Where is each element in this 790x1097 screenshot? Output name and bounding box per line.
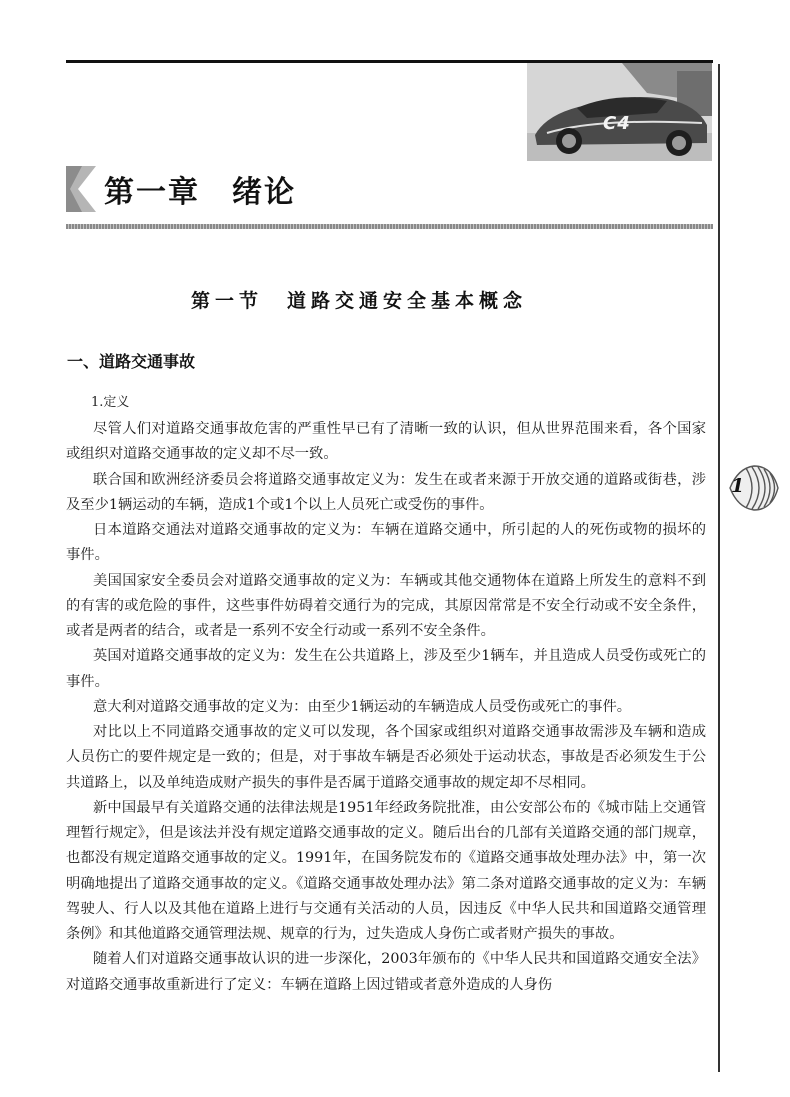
item-label: 1.定义 [91, 395, 130, 410]
paragraph: 新中国最早有关道路交通的法律法规是1951年经政务院批准，由公安部公布的《城市陆上交通管理暂行规定》，但是该法并没有规定道路交通事故的定义。随后出台的几部有关道路交通的部门规章，也都没有规定道路交通事故的定义。1991年，在国务院发布的《道路交通事故处理办法》中，第一次明确地提出了道路交通事故的定义。《道路交通事故处理办法》第二条对道路交通事故的定义为：车辆驾驶人、行人以及其他在道路上进行与交通有关活动的人员，因违反《中华人民共和国道路交通管理条例》和其他道路交通管理法规、规章的行为，过失造成人身伤亡或者财产损失的事故。 [66, 799, 706, 942]
paragraph: 日本道路交通法对道路交通事故的定义为：车辆在道路交通中，所引起的人的死伤或物的损坏的事件。 [66, 522, 706, 564]
paragraph: 英国对道路交通事故的定义为：发生在公共道路上，涉及至少1辆车，并且造成人员受伤或死亡的事件。 [66, 648, 706, 690]
chapter-divider [66, 224, 713, 229]
section-title: 第一节 道路交通安全基本概念 [190, 290, 527, 312]
subsection-title: 一、道路交通事故 [67, 352, 196, 371]
paragraph: 美国国家安全委员会对道路交通事故的定义为：车辆或其他交通物体在道路上所发生的意料不到的有害的或危险的事件，这些事件妨碍着交通行为的完成，其原因常常是不安全行动或不安全条件，或者是两者的结合，或者是一系列不安全行动或一系列不安全条件。 [66, 572, 706, 639]
body-text [66, 417, 706, 998]
header-car-image [527, 63, 712, 161]
paragraph: 对比以上不同道路交通事故的定义可以发现，各个国家或组织对道路交通事故需涉及车辆和造成人员伤亡的要件规定是一致的；但是，对于事故车辆是否必须处于运动状态，事故是否必须发生于公共道路上，以及单纯造成财产损失的事件是否属于道路交通事故的规定却不尽相同。 [66, 724, 706, 791]
chapter-title: 第一章 绪论 [104, 175, 296, 210]
paragraph: 随着人们对道路交通事故认识的进一步深化，2003年颁布的《中华人民共和国道路交通安全法》对道路交通事故重新进行了定义：车辆在道路上因过错或者意外造成的人身伤 [66, 951, 706, 993]
paragraph: 意大利对道路交通事故的定义为：由至少1辆运动的车辆造成人员受伤或死亡的事件。 [93, 698, 632, 715]
paragraph: 联合国和欧洲经济委员会将道路交通事故定义为：发生在或者来源于开放交通的道路或街巷，涉及至少1辆运动的车辆，造成1个或1个以上人员死亡或受伤的事件。 [66, 471, 706, 513]
chapter-arrow-icon [66, 166, 96, 212]
car-badge-text: C4 [603, 113, 631, 134]
right-margin-rule [718, 64, 720, 1072]
car-illustration [527, 63, 712, 161]
page-number: 1 [731, 475, 745, 497]
paragraph: 尽管人们对道路交通事故危害的严重性早已有了清晰一致的认识，但从世界范围来看，各个国家或组织对道路交通事故的定义却不尽一致。 [66, 421, 706, 463]
